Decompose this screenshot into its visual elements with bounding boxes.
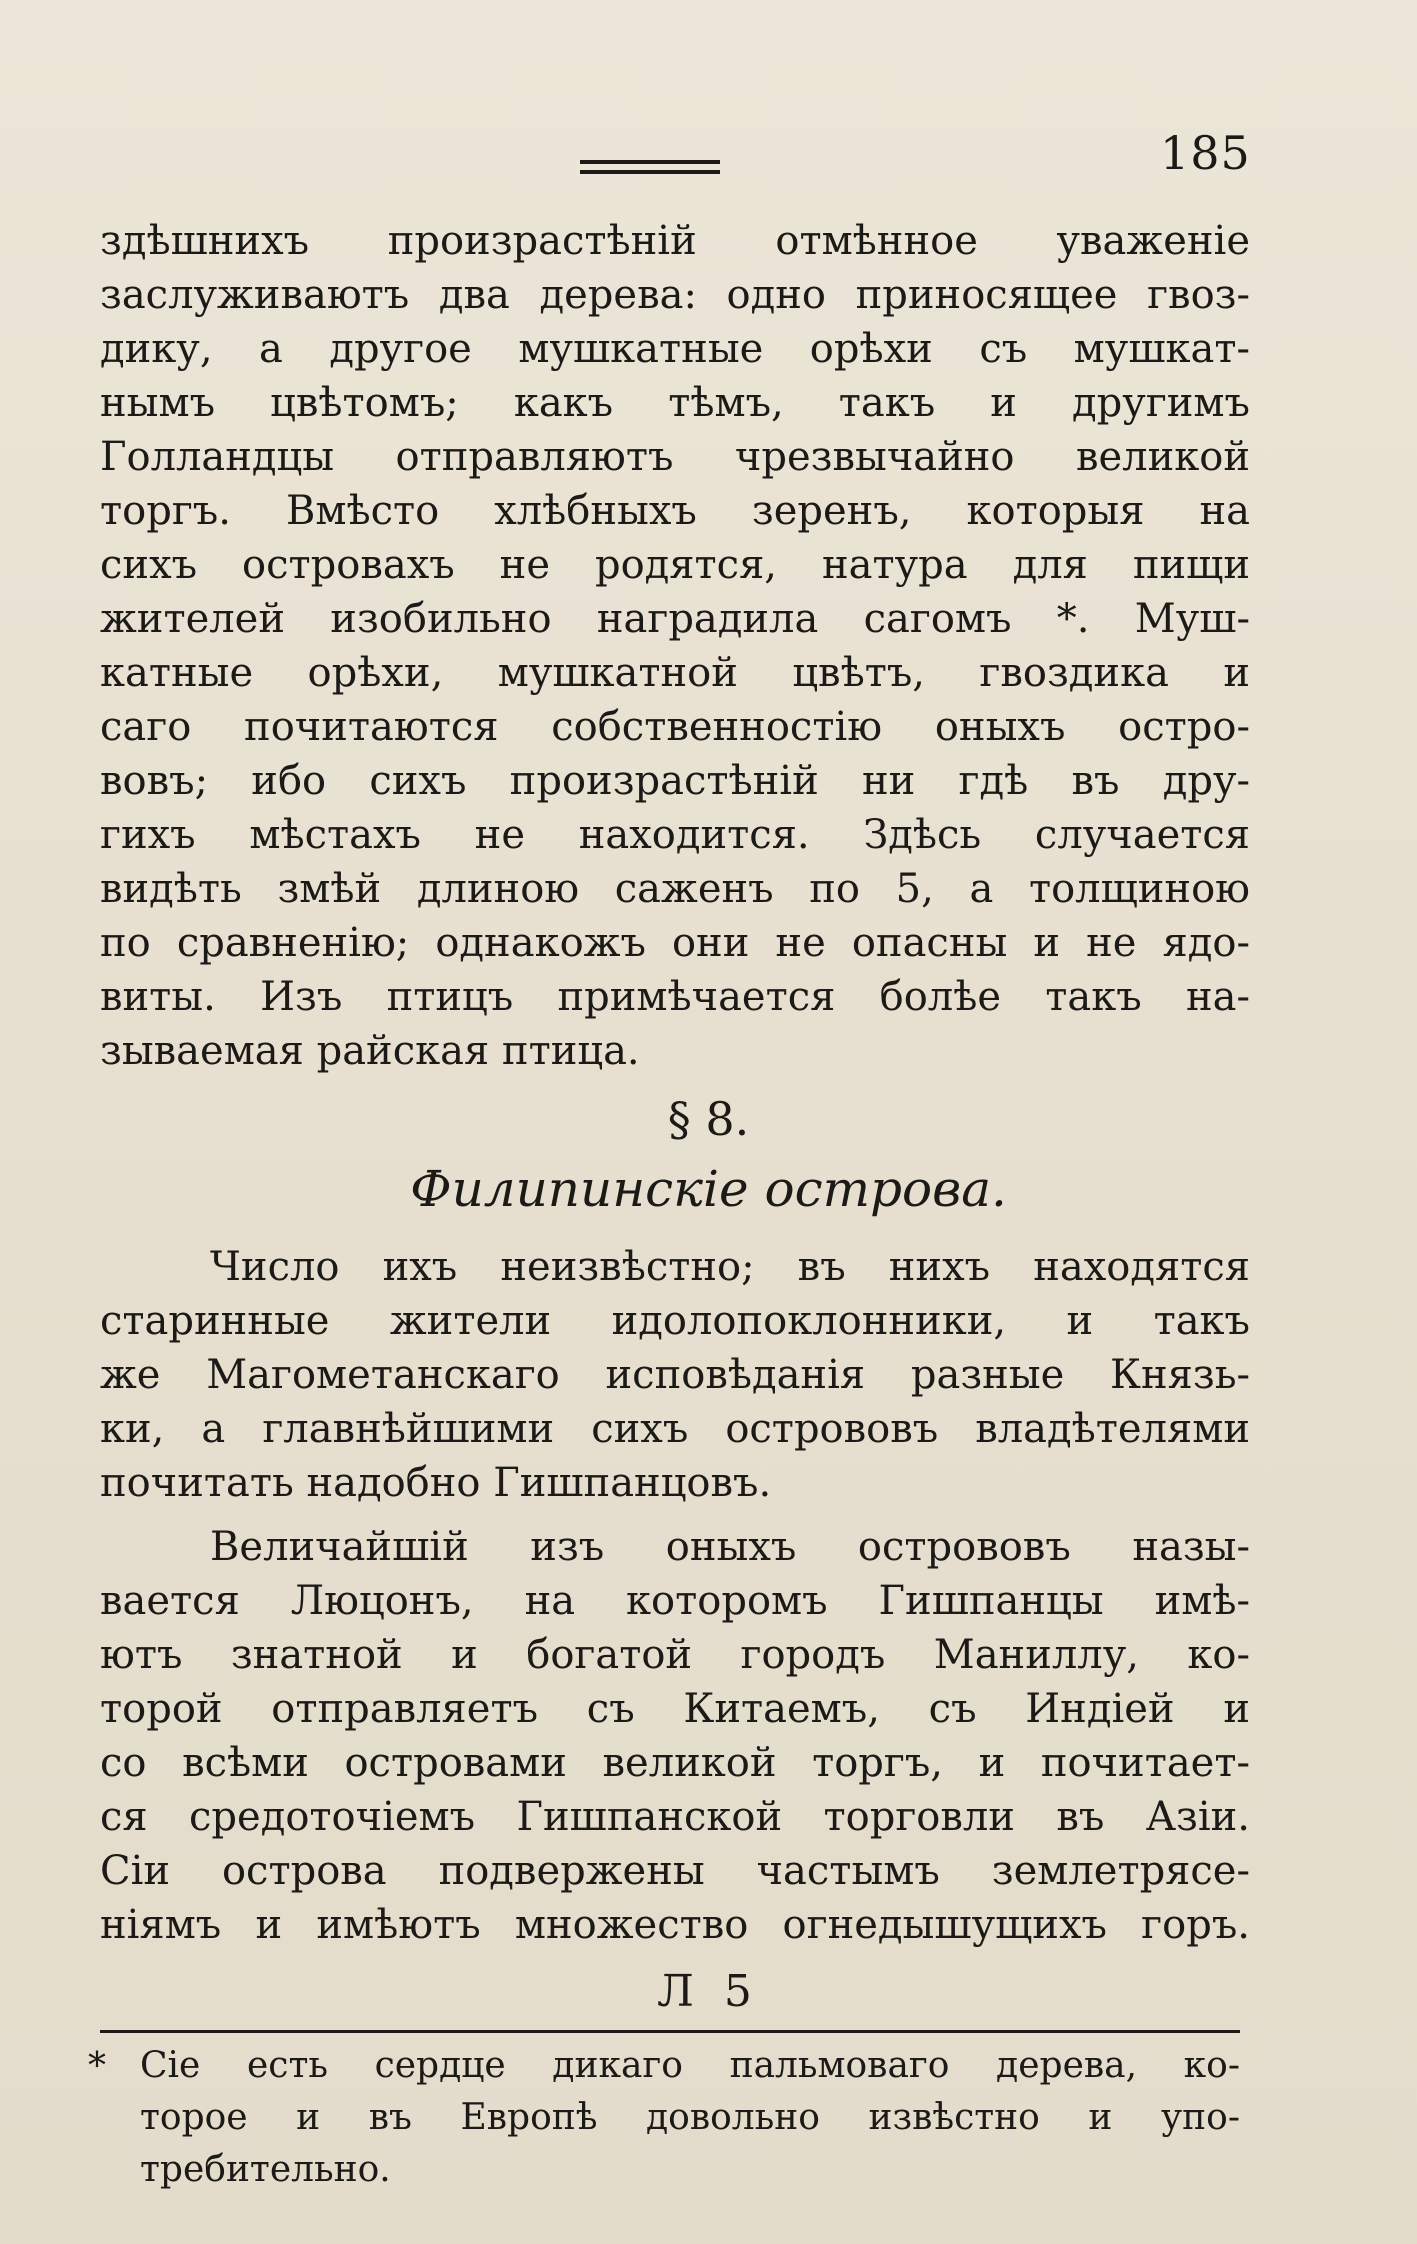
footnote-line: Сіе есть сердце дикаго пальмоваго дерева, ко- <box>140 2045 1240 2086</box>
text-line: вается Люцонъ, на которомъ Гишпанцы имѣ- <box>100 1578 1250 1624</box>
section-title: Филипинскіе острова. <box>410 1160 1007 1218</box>
text-line: саго почитаются собственностію оныхъ остро- <box>100 704 1250 750</box>
text-line: вовъ; ибо сихъ произрастѣній ни гдѣ въ дру- <box>100 758 1250 804</box>
text-line: Сіи острова подвержены частымъ землетрясе- <box>100 1848 1250 1894</box>
header-rule-line <box>580 170 720 174</box>
text-line: Число ихъ неизвѣстно; въ нихъ находятся <box>210 1244 1250 1290</box>
paragraph-2 <box>100 1240 1250 1510</box>
text-line: Голландцы отправляютъ чрезвычайно великой <box>100 434 1250 480</box>
text-line: торгъ. Вмѣсто хлѣбныхъ зеренъ, которыя на <box>100 488 1250 534</box>
paragraph-3 <box>100 1520 1250 1952</box>
text-line: почитать надобно Гишпанцовъ. <box>100 1460 772 1506</box>
text-line: катные орѣхи, мушкатной цвѣтъ, гвоздика и <box>100 650 1250 696</box>
signature-mark: Л 5 <box>657 1966 760 2017</box>
text-line: ютъ знатной и богатой городъ Маниллу, ко- <box>100 1632 1250 1678</box>
text-line: видѣть змѣй длиною саженъ по 5, а толщиною <box>100 866 1250 912</box>
text-line: ніямъ и имѣютъ множество огнедышущихъ горъ. <box>100 1902 1250 1948</box>
paragraph-1 <box>100 214 1250 1078</box>
text-line: нымъ цвѣтомъ; какъ тѣмъ, такъ и другимъ <box>100 380 1250 426</box>
text-line: здѣшнихъ произрастѣній отмѣнное уваженіе <box>100 218 1250 264</box>
footnote-marker: * <box>88 2046 106 2087</box>
text-line: сихъ островахъ не родятся, натура для пищи <box>100 542 1250 588</box>
header-rule <box>580 160 720 180</box>
text-line: со всѣми островами великой торгъ, и почитает- <box>100 1740 1250 1786</box>
text-line: старинные жители идолопоклонники, и такъ <box>100 1298 1250 1344</box>
text-line: жителей изобильно наградила сагомъ *. Муш- <box>100 596 1250 642</box>
section-number: § 8. <box>667 1092 750 1146</box>
text-line: зываемая райская птица. <box>100 1028 640 1074</box>
text-line: ся средоточіемъ Гишпанской торговли въ Азіи. <box>100 1794 1250 1840</box>
text-line: торой отправляетъ съ Китаемъ, съ Индіей и <box>100 1686 1250 1732</box>
header-rule-line <box>580 160 720 164</box>
text-line: по сравненію; однакожъ они не опасны и не ядо- <box>100 920 1250 966</box>
footnote-rule <box>100 2030 1240 2033</box>
text-line: заслуживаютъ два дерева: одно приносящее гвоз- <box>100 272 1250 318</box>
text-line: Величайшій изъ оныхъ острововъ назы- <box>210 1524 1250 1570</box>
text-line: же Магометанскаго исповѣданія разные Князь- <box>100 1352 1250 1398</box>
text-line: виты. Изъ птицъ примѣчается болѣе такъ на- <box>100 974 1250 1020</box>
footnote-line: требительно. <box>140 2149 391 2190</box>
footnote-line: торое и въ Европѣ довольно извѣстно и упо- <box>140 2097 1240 2138</box>
text-line: гихъ мѣстахъ не находится. Здѣсь случается <box>100 812 1250 858</box>
page-number: 185 <box>1160 126 1251 180</box>
footnote <box>140 2040 1240 2196</box>
text-line: ки, а главнѣйшими сихъ острововъ владѣтелями <box>100 1406 1250 1452</box>
text-line: дику, а другое мушкатные орѣхи съ мушкат- <box>100 326 1250 372</box>
